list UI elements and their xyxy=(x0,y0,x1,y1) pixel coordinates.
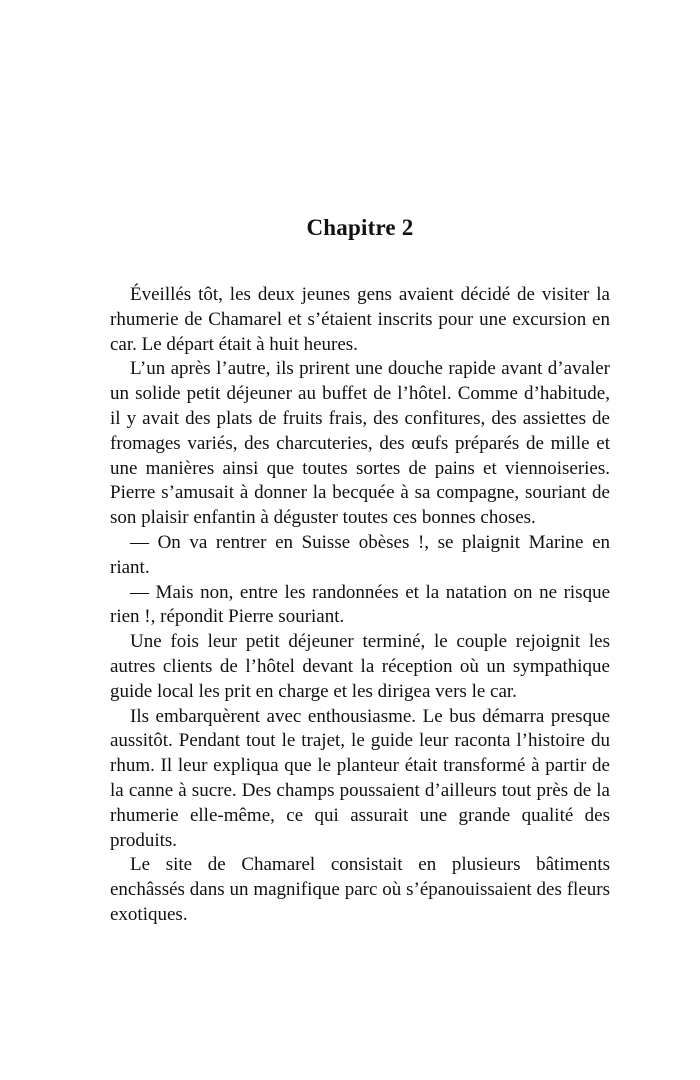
paragraph-2: L’un après l’autre, ils prirent une douche rapide avant d’avaler un solide petit déjeuner au buffet de l’hôtel. Comme d’habitude, il y avait des plats de fruits frais, des confitures, des assiettes de fromages variés, des charcuteries, des œufs préparés de mille et une manières ainsi que toutes sortes de pains et viennoiseries. Pierre s’amusait à donner la becquée à sa compagne, souriant de son plaisir enfantin à déguster toutes ces bonnes choses. xyxy=(110,358,610,529)
paragraph-5: Une fois leur petit déjeuner terminé, le couple rejoignit les autres clients de l’hôtel devant la réception où un sympathique guide local les prit en charge et les dirigea vers le car. xyxy=(110,631,610,702)
chapter-title: Chapitre 2 xyxy=(306,215,414,240)
book-page xyxy=(110,213,610,928)
chapter-body xyxy=(110,283,610,928)
paragraph-4-dialogue-pierre: — Mais non, entre les randonnées et la natation on ne risque rien !, répondit Pierre souriant. xyxy=(110,581,610,628)
paragraph-3-dialogue-marine: — On va rentrer en Suisse obèses !, se plaignit Marine en riant. xyxy=(110,531,610,578)
paragraph-1: Éveillés tôt, les deux jeunes gens avaient décidé de visiter la rhumerie de Chamarel et s’étaient inscrits pour une excursion en car. Le départ était à huit heures. xyxy=(110,284,610,355)
paragraph-6: Ils embarquèrent avec enthousiasme. Le bus démarra presque aussitôt. Pendant tout le trajet, le guide leur raconta l’histoire du rhum. Il leur expliqua que le planteur était transformé à partir de la canne à sucre. Des champs poussaient d’ailleurs tout près de la rhumerie elle-même, ce qui assurait une grande qualité des produits. xyxy=(110,705,610,851)
paragraph-7: Le site de Chamarel consistait en plusieurs bâtiments enchâssés dans un magnifique parc où s’épanouissaient des fleurs exotiques. xyxy=(110,854,610,925)
